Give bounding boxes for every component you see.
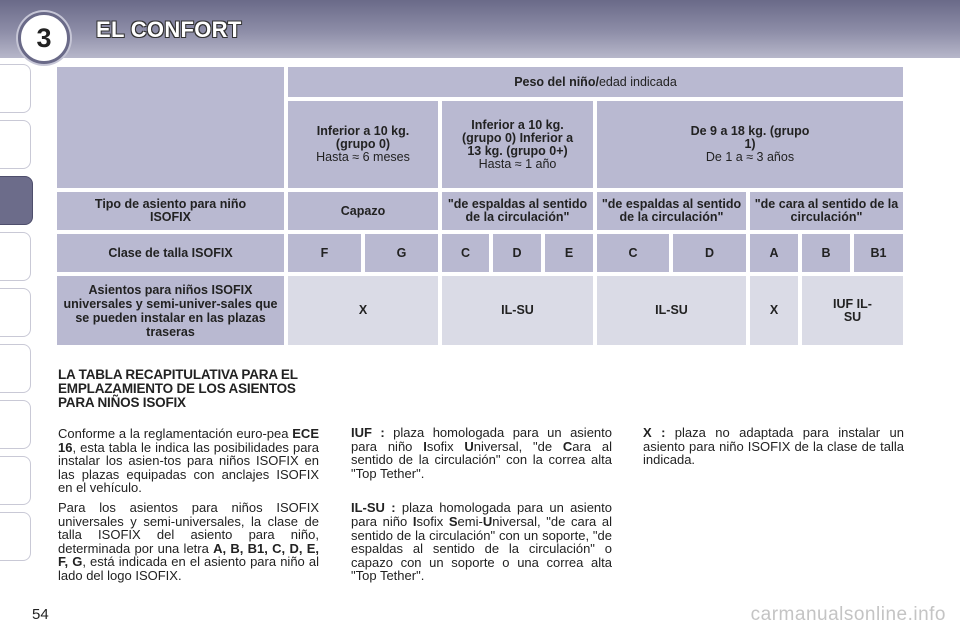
weight-header-bold: Peso del niño/	[514, 74, 599, 89]
weight-header-plain: edad indicada	[598, 74, 677, 89]
seat-type-cell	[597, 192, 746, 230]
group-0plus-cell	[442, 101, 593, 188]
seat-value: X	[769, 303, 779, 317]
table-corner-cell	[57, 67, 284, 188]
seat-type-rear-facing: "de espaldas al sentido de la circulación"	[601, 197, 742, 224]
size-class-cell	[802, 234, 850, 272]
side-tab-1[interactable]	[0, 64, 31, 113]
definitions-column	[351, 426, 612, 589]
seat-value-cell	[750, 276, 798, 345]
size-class-cell	[597, 234, 669, 272]
iuf-term: IUF :	[351, 425, 385, 440]
side-tab-6[interactable]	[0, 344, 31, 393]
size-class-cell	[750, 234, 798, 272]
seat-value: IL-SU	[501, 303, 534, 317]
size-class-value: C	[460, 245, 471, 260]
size-class-label-cell	[57, 234, 284, 272]
seat-value-cell	[288, 276, 438, 345]
size-class-value: G	[396, 245, 407, 260]
size-class-value: F	[320, 245, 329, 260]
seat-type-label: Tipo de asiento para niño ISOFIX	[94, 197, 247, 224]
size-class-value: D	[704, 245, 715, 260]
size-class-cell	[442, 234, 489, 272]
seat-value-cell	[802, 276, 903, 345]
page-number: 54	[32, 606, 49, 623]
side-tab-7[interactable]	[0, 400, 31, 449]
isofix-seats-label: Asientos para niños ISOFIX universales y semi-univer-sales que se pueden instalar en las plazas traseras	[63, 282, 278, 339]
section-title: LA TABLA RECAPITULATIVA PARA EL EMPLAZAMIENTO DE LOS ASIENTOS PARA NIÑOS ISOFIX	[58, 367, 298, 410]
group-0-cell	[288, 101, 438, 188]
seat-type-label-cell	[57, 192, 284, 230]
size-class-cell	[854, 234, 903, 272]
size-class-value: C	[628, 245, 638, 260]
group-0-age: Hasta ≈ 6 meses	[316, 150, 410, 164]
seat-value: X	[358, 303, 368, 317]
size-class-letters: A, B, B1, C, D, E, F, G	[58, 540, 319, 570]
size-class-cell	[545, 234, 593, 272]
side-tab-4[interactable]	[0, 232, 31, 281]
size-class-value: B1	[870, 245, 887, 260]
size-class-value: A	[769, 245, 779, 260]
seat-type-cell	[442, 192, 593, 230]
size-class-paragraph: Para los asientos para niños ISOFIX universales y semi-universales, la clase de talla ISOFIX del asiento para niño, determinada por una letra A, B, B1, C, D, E, F, G, está indicada en el asiento para niño al lado del logo ISOFIX.	[58, 499, 320, 583]
seat-value-cell	[597, 276, 746, 345]
seat-value: IL-SU	[655, 303, 688, 317]
size-class-cell	[365, 234, 438, 272]
side-tab-3-active[interactable]	[0, 176, 33, 225]
seat-type-carrycot: Capazo	[340, 203, 386, 218]
side-tab-2[interactable]	[0, 120, 31, 169]
size-class-label: Clase de talla ISOFIX	[108, 245, 233, 260]
side-tab-5[interactable]	[0, 288, 31, 337]
chapter-number-badge: 3	[18, 12, 70, 64]
group-1-weight: De 9 a 18 kg. (grupo 1)	[690, 124, 810, 151]
isofix-seats-label-cell	[57, 276, 284, 345]
intro-column	[58, 427, 319, 589]
side-tab-8[interactable]	[0, 456, 31, 505]
regulation-code: ECE 16	[58, 426, 319, 455]
seat-type-forward-facing: "de cara al sentido de la circulación"	[754, 197, 899, 224]
chapter-title: EL CONFORT	[96, 17, 242, 42]
watermark: carmanualsonline.info	[750, 604, 946, 625]
iuf-definition: IUF : plaza homologada para un asiento para niño Isofix Universal, "de Cara al sentido de la circulación" con la correa alta "Top Tether".	[351, 425, 612, 481]
group-0plus-age: Hasta ≈ 1 año	[478, 156, 557, 171]
size-class-cell	[493, 234, 541, 272]
seat-value: IUF IL-SU	[833, 296, 872, 324]
size-class-value: E	[564, 245, 574, 260]
size-class-cell	[288, 234, 361, 272]
seat-type-cell	[750, 192, 903, 230]
seat-type-cell	[288, 192, 438, 230]
group-0-weight: Inferior a 10 kg. (grupo 0)	[316, 124, 410, 151]
size-class-value: D	[512, 245, 522, 260]
seat-type-rear-facing: "de espaldas al sentido de la circulación"	[447, 197, 588, 224]
x-term: X :	[643, 425, 666, 440]
weight-header-cell	[288, 67, 903, 97]
ilsu-term: IL-SU :	[351, 500, 396, 516]
x-definition-column	[643, 426, 904, 473]
x-definition: X : plaza no adaptada para instalar un asiento para niño ISOFIX de la clase de talla indicada.	[643, 425, 904, 468]
seat-value-cell	[442, 276, 593, 345]
group-1-age: De 1 a ≈ 3 años	[705, 150, 795, 164]
group-1-cell	[597, 101, 903, 188]
side-tab-9[interactable]	[0, 512, 31, 561]
group-0plus-weight: Inferior a 10 kg. (grupo 0) Inferior a 13 kg. (grupo 0+)	[461, 117, 574, 158]
ilsu-definition: IL-SU : plaza homologada para un asiento para niño Isofix Semi-Universal, "de cara al sentido de la circulación" con un soporte, "de espaldas al sentido de la circulación" o capazo con un soporte o una correa alta "Top Tether".	[351, 500, 613, 584]
intro-paragraph: Conforme a la reglamentación euro-pea ECE 16, esta tabla le indica las posibilidades para instalar los asien-tos para niños ISOFIX en las plazas equipadas con anclajes ISOFIX en el vehículo.	[58, 426, 319, 496]
size-class-cell	[673, 234, 746, 272]
size-class-value: B	[821, 245, 831, 260]
